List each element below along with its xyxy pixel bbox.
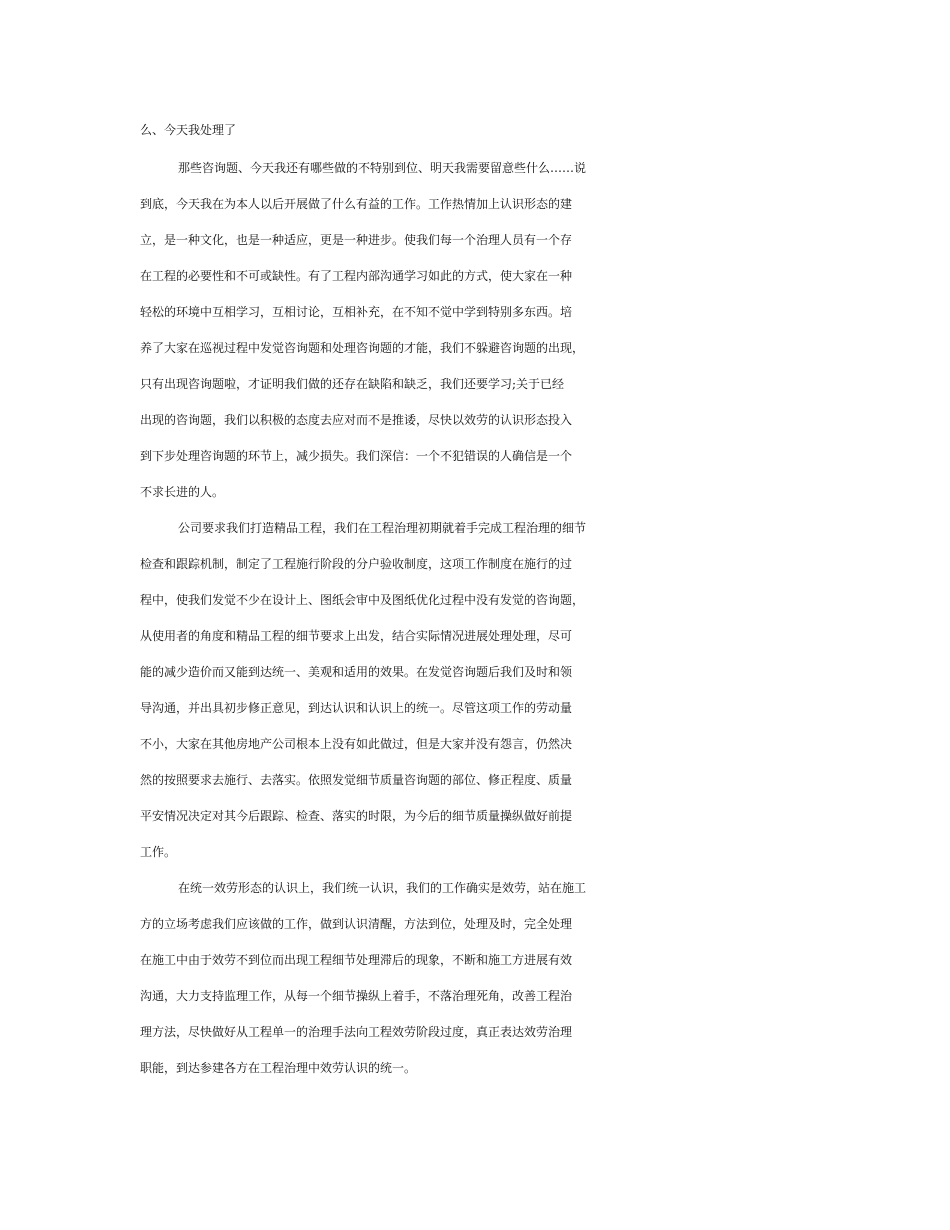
text-line: 方的立场考虑我们应该做的工作，做到认识清醒，方法到位，处理及时，完全处理 [140, 917, 573, 931]
text-line: 在施工中由于效劳不到位而出现工程细节处理滞后的现象，不断和施工方进展有效 [140, 953, 573, 967]
text-line: 到底，今天我在为本人以后开展做了什么有益的工作。工作热情加上认识形态的建 [140, 197, 573, 211]
text-line: 然的按照要求去施行、去落实。依照发觉细节质量咨询题的部位、修正程度、质量 [140, 773, 573, 787]
text-line: 能的减少造价而又能到达统一、美观和适用的效果。在发觉咨询题后我们及时和领 [140, 665, 573, 679]
text-line: 出现的咨询题，我们以积极的态度去应对而不是推诿，尽快以效劳的认识形态投入 [140, 413, 573, 427]
text-line: 不小，大家在其他房地产公司根本上没有如此做过，但是大家并没有怨言，仍然决 [140, 737, 573, 751]
text-line: 从使用者的角度和精品工程的细节要求上出发，结合实际情况进展处理处理，尽可 [140, 629, 573, 643]
text-line: 到下步处理咨询题的环节上，减少损失。我们深信：一个不犯错误的人确信是一个 [140, 449, 573, 463]
text-line: 轻松的环境中互相学习，互相讨论，互相补充，在不知不觉中学到特别多东西。培 [140, 305, 573, 319]
text-line: 不求长进的人。 [140, 485, 225, 499]
text-line: 理方法，尽快做好从工程单一的治理手法向工程效劳阶段过度，真正表达效劳治理 [140, 1025, 573, 1039]
text-line: 导沟通，并出具初步修正意见，到达认识和认识上的统一。尽管这项工作的劳动量 [140, 701, 573, 715]
text-line: 在工程的必要性和不可或缺性。有了工程内部沟通学习如此的方式，使大家在一种 [140, 269, 573, 283]
text-line: 工作。 [140, 845, 177, 859]
text-line: 么、今天我处理了 [140, 123, 237, 137]
text-line: 程中，使我们发觉不少在设计上、图纸会审中及图纸优化过程中没有发觉的咨询题， [140, 593, 585, 607]
text-line: 检查和跟踪机制，制定了工程施行阶段的分户验收制度，这项工作制度在施行的过 [140, 557, 573, 571]
text-line: 沟通，大力支持监理工作，从每一个细节操纵上着手，不落治理死角，改善工程治 [140, 989, 573, 1003]
text-line: 平安情况决定对其今后跟踪、检查、落实的时限，为今后的细节质量操纵做好前提 [140, 809, 573, 823]
text-line: 立，是一种文化，也是一种适应，更是一种进步。使我们每一个治理人员有一个存 [140, 233, 573, 247]
text-line: 养了大家在巡视过程中发觉咨询题和处理咨询题的才能，我们不躲避咨询题的出现， [140, 341, 585, 355]
paragraph-first-line: 那些咨询题、今天我还有哪些做的不特别到位、明天我需要留意些什么……说 [178, 161, 587, 175]
text-line: 职能，到达参建各方在工程治理中效劳认识的统一。 [140, 1061, 417, 1075]
paragraph-first-line: 公司要求我们打造精品工程，我们在工程治理初期就着手完成工程治理的细节 [178, 521, 587, 535]
paragraph-first-line: 在统一效劳形态的认识上，我们统一认识，我们的工作确实是效劳，站在施工 [178, 881, 587, 895]
text-line: 只有出现咨询题啦，才证明我们做的还存在缺陷和缺乏，我们还要学习;关于已经 [140, 377, 565, 391]
